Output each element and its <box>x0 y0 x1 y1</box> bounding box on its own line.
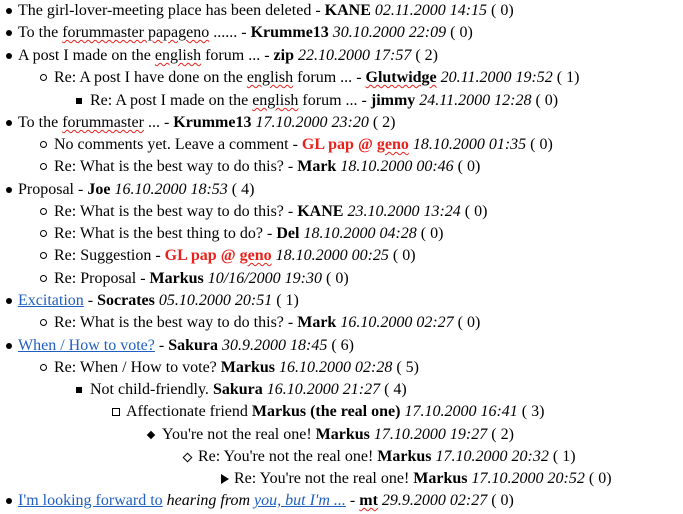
circle-bullet-icon <box>38 357 52 379</box>
post-title: Re: What is the best way to do this? <box>54 158 284 175</box>
post-date: 17.10.2000 20:32 <box>435 448 549 465</box>
thread-entry <box>234 468 612 490</box>
post-date: 16.10.2000 21:27 <box>266 381 381 398</box>
post-title: Re: You're not the real one! <box>234 470 410 487</box>
separator: - <box>83 292 98 309</box>
separator: - <box>151 247 165 264</box>
separator: - <box>154 337 169 354</box>
spellcheck-word: english <box>246 69 294 86</box>
post-title: Re: You're not the real one! <box>198 448 374 465</box>
post-title: Affectionate friend <box>126 403 248 420</box>
post-title-link[interactable]: When / How to vote? <box>18 337 155 354</box>
post-date: 17.10.2000 19:27 <box>373 426 488 443</box>
reply-count: ( 0) <box>526 136 553 153</box>
post-date: 16.10.2000 02:28 <box>279 359 393 376</box>
separator: - <box>357 92 371 109</box>
post-date: 17.10.2000 23:20 <box>255 114 369 131</box>
hollow-square-bullet-icon <box>110 401 124 423</box>
post-author[interactable]: Markus <box>413 470 468 487</box>
reply-count: ( 1) <box>552 69 580 86</box>
post-title: Re: A post I made on the english forum ... <box>90 92 358 109</box>
disc-bullet-icon <box>4 22 18 44</box>
circle-bullet-icon <box>38 223 52 245</box>
post-date: 05.10.2000 20:51 <box>158 292 273 309</box>
reply-count: ( 0) <box>584 470 612 487</box>
spellcheck-word: forummaster papageno <box>62 24 210 41</box>
post-title: Re: Proposal <box>54 270 137 287</box>
circle-bullet-icon <box>38 134 52 156</box>
separator: - <box>74 181 88 198</box>
post-author[interactable]: mt <box>359 492 378 509</box>
thread-entry <box>18 179 254 201</box>
circle-bullet-icon <box>38 268 52 290</box>
thread-entry <box>54 312 480 334</box>
post-title: Proposal <box>18 181 74 198</box>
reply-count: ( 6) <box>327 337 354 354</box>
post-date: 10/16/2000 19:30 <box>207 270 322 287</box>
post-date: 18.10.2000 00:46 <box>340 158 454 175</box>
reply-count: ( 1) <box>272 292 299 309</box>
post-author[interactable]: Krumme13 <box>250 24 329 41</box>
reply-count: ( 1) <box>548 448 576 465</box>
separator: - <box>136 270 150 287</box>
spellcheck-word: english <box>154 47 202 64</box>
reply-count: ( 0) <box>531 92 559 109</box>
post-title: Not child-friendly. <box>90 381 209 398</box>
post-date: 16.10.2000 02:27 <box>340 314 454 331</box>
post-date: 30.9.2000 18:45 <box>221 337 328 354</box>
post-date: 22.10.2000 17:57 <box>297 47 412 64</box>
post-author[interactable]: Sakura <box>212 381 263 398</box>
circle-bullet-icon <box>38 67 52 89</box>
post-title-rest: hearing from you, but I'm ... <box>162 492 346 509</box>
thread-entry <box>18 290 299 312</box>
reply-count: ( 0) <box>460 203 488 220</box>
post-title: Re: A post I have done on the english forum ... <box>54 69 353 86</box>
thread-entry <box>90 379 407 401</box>
reply-count: ( 2) <box>368 114 396 131</box>
post-author[interactable]: Krumme13 <box>173 114 252 131</box>
thread-entry <box>54 223 443 245</box>
circle-bullet-icon <box>38 312 52 334</box>
thread-entry <box>198 446 576 468</box>
disc-bullet-icon <box>4 112 18 134</box>
thread-entry <box>18 335 354 357</box>
disc-bullet-icon <box>4 490 18 512</box>
post-author[interactable]: Markus <box>315 426 370 443</box>
post-date: 02.11.2000 14:15 <box>374 2 488 19</box>
post-author[interactable]: Markus <box>377 448 432 465</box>
post-date: 29.9.2000 02:27 <box>381 492 488 509</box>
post-author[interactable]: jimmy <box>370 92 416 109</box>
separator: - <box>288 136 302 153</box>
thread-entry <box>54 245 416 267</box>
reply-count: ( 0) <box>487 2 514 19</box>
separator: - <box>283 314 298 331</box>
separator: - <box>263 225 277 242</box>
post-title: No comments yet. Leave a comment <box>54 136 289 153</box>
thread-entry <box>18 0 514 22</box>
thread-entry <box>54 201 487 223</box>
separator: - <box>283 158 298 175</box>
reply-count: ( 0) <box>388 247 416 264</box>
post-author[interactable]: KANE <box>297 203 344 220</box>
post-date: 16.10.2000 18:53 <box>114 181 228 198</box>
reply-count: ( 0) <box>453 158 481 175</box>
spellcheck-word: english <box>252 92 299 109</box>
post-author[interactable]: GL pap @ geno <box>164 247 272 264</box>
thread-entry <box>18 490 514 512</box>
disc-bullet-icon <box>4 0 18 22</box>
post-author[interactable]: Mark <box>297 158 337 175</box>
thread-entry <box>162 424 514 446</box>
post-author[interactable]: Sakura <box>168 337 218 354</box>
separator: - <box>345 492 360 509</box>
triangle-bullet-icon <box>219 468 233 490</box>
post-author[interactable]: GL pap @ geno <box>301 136 409 153</box>
post-title: Re: Suggestion <box>54 247 152 264</box>
separator: - <box>283 203 298 220</box>
post-date: 18.10.2000 00:25 <box>275 247 389 264</box>
thread-entry <box>54 268 349 290</box>
post-date: 18.10.2000 04:28 <box>303 225 417 242</box>
reply-count: ( 3) <box>517 403 545 420</box>
post-author[interactable]: Markus <box>220 359 276 376</box>
reply-count: ( 2) <box>411 47 438 64</box>
reply-count: ( 0) <box>322 270 349 287</box>
post-title: Re: What is the best way to do this? <box>54 203 284 220</box>
post-author[interactable]: KANE <box>324 2 371 19</box>
disc-bullet-icon <box>4 335 18 357</box>
spellcheck-word: forummaster <box>62 114 144 131</box>
thread-entry <box>18 22 473 44</box>
post-date: 30.10.2000 22:09 <box>332 24 447 41</box>
post-author[interactable]: Joe <box>87 181 111 198</box>
post-title: To the forummaster papageno ...... <box>18 24 242 41</box>
post-author[interactable]: Glutwidge <box>365 69 437 86</box>
reply-count: ( 0) <box>416 225 444 242</box>
thread-entry <box>18 45 438 67</box>
reply-count: ( 2) <box>487 426 514 443</box>
hollow-diamond-bullet-icon <box>181 446 195 468</box>
post-date: 23.10.2000 13:24 <box>347 203 461 220</box>
reply-count: ( 4) <box>227 181 255 198</box>
separator: - <box>260 47 274 64</box>
separator: - <box>352 69 366 86</box>
reply-count: ( 0) <box>487 492 514 509</box>
post-title: Re: What is the best thing to do? <box>54 225 264 242</box>
disc-bullet-icon <box>4 179 18 201</box>
post-author[interactable]: Mark <box>297 314 337 331</box>
post-author[interactable]: Markus <box>149 270 204 287</box>
post-date: 17.10.2000 20:52 <box>471 470 585 487</box>
separator: - <box>311 2 325 19</box>
thread-entry <box>54 134 553 156</box>
post-date: 18.10.2000 01:35 <box>412 136 527 153</box>
thread-entry <box>90 90 558 112</box>
post-author[interactable]: Del <box>276 225 300 242</box>
circle-bullet-icon <box>38 201 52 223</box>
disc-bullet-icon <box>4 45 18 67</box>
separator: - <box>241 24 251 41</box>
thread-entry <box>54 67 579 89</box>
separator: - <box>159 114 174 131</box>
reply-count: ( 0) <box>446 24 473 41</box>
post-date: 24.11.2000 12:28 <box>419 92 532 109</box>
post-title-link[interactable]: Excitation <box>18 292 84 309</box>
post-date: 20.11.2000 19:52 <box>440 69 553 86</box>
reply-count: ( 4) <box>380 381 407 398</box>
thread-entry <box>18 112 395 134</box>
post-title: You're not the real one! <box>162 426 312 443</box>
circle-bullet-icon <box>38 245 52 267</box>
post-title: The girl-lover-meeting place has been deleted <box>18 2 312 19</box>
post-title: A post I made on the english forum ... <box>18 47 261 64</box>
square-bullet-icon <box>74 379 88 401</box>
post-title: Re: When / How to vote? <box>54 359 217 376</box>
thread-entry <box>126 401 544 423</box>
thread-entry <box>54 156 480 178</box>
post-author[interactable]: Markus (the real one) <box>251 403 401 420</box>
thread-entry <box>54 357 419 379</box>
circle-bullet-icon <box>38 156 52 178</box>
post-title: Re: What is the best way to do this? <box>54 314 284 331</box>
diamond-bullet-icon <box>145 424 159 446</box>
post-title-link[interactable]: I'm looking forward to <box>18 492 163 509</box>
disc-bullet-icon <box>4 290 18 312</box>
post-date: 17.10.2000 16:41 <box>404 403 518 420</box>
reply-count: ( 5) <box>392 359 419 376</box>
reply-count: ( 0) <box>453 314 481 331</box>
post-author[interactable]: Socrates <box>97 292 155 309</box>
post-title: To the forummaster ... <box>18 114 160 131</box>
square-bullet-icon <box>74 90 88 112</box>
post-author[interactable]: zip <box>273 47 294 64</box>
